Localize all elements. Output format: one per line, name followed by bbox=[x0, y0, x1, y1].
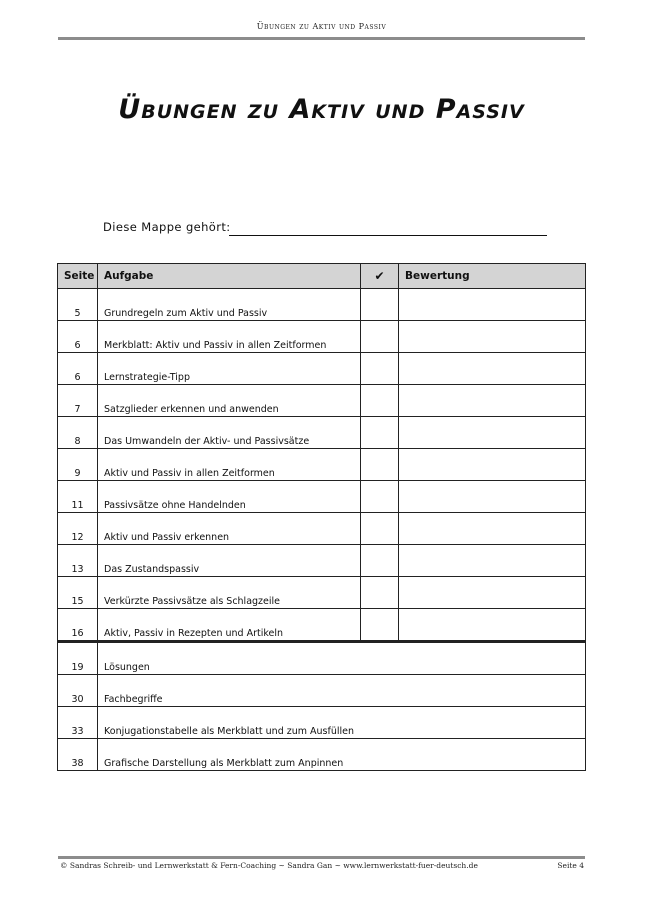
row-check-cell[interactable] bbox=[361, 481, 399, 513]
row-rating-cell[interactable] bbox=[399, 385, 586, 417]
footer-copyright: © Sandras Schreib- und Lernwerkstatt & Fern-Coaching ~ Sandra Gan ~ www.lernwerkstatt-fuer-deutsch.de bbox=[60, 861, 478, 870]
row-check-cell[interactable] bbox=[361, 353, 399, 385]
row-page: 8 bbox=[58, 417, 98, 449]
row-task: Lernstrategie-Tipp bbox=[98, 353, 361, 385]
row-page: 6 bbox=[58, 321, 98, 353]
footer-divider bbox=[58, 856, 585, 859]
row-page: 7 bbox=[58, 385, 98, 417]
table-row bbox=[58, 417, 586, 449]
row-check-cell[interactable] bbox=[361, 289, 399, 321]
row-check-cell[interactable] bbox=[361, 609, 399, 642]
row-task: Das Umwandeln der Aktiv- und Passivsätze bbox=[98, 417, 361, 449]
row-task: Satzglieder erkennen und anwenden bbox=[98, 385, 361, 417]
row-task: Aktiv, Passiv in Rezepten und Artikeln bbox=[98, 609, 361, 642]
row-rating-cell[interactable] bbox=[399, 353, 586, 385]
row-page: 30 bbox=[58, 675, 98, 707]
column-header-check: ✔ bbox=[361, 264, 399, 289]
row-check-cell[interactable] bbox=[361, 449, 399, 481]
row-task: Aktiv und Passiv erkennen bbox=[98, 513, 361, 545]
row-check-cell[interactable] bbox=[361, 385, 399, 417]
row-check-cell[interactable] bbox=[361, 417, 399, 449]
owner-name-line bbox=[229, 235, 547, 236]
row-page: 5 bbox=[58, 289, 98, 321]
row-rating-cell[interactable] bbox=[399, 289, 586, 321]
row-task: Passivsätze ohne Handelnden bbox=[98, 481, 361, 513]
table-header-row bbox=[58, 264, 586, 289]
row-page: 12 bbox=[58, 513, 98, 545]
appendix-row bbox=[58, 707, 586, 739]
row-rating-cell[interactable] bbox=[399, 449, 586, 481]
row-page: 6 bbox=[58, 353, 98, 385]
contents-table bbox=[57, 263, 586, 771]
table-row bbox=[58, 577, 586, 609]
row-page: 16 bbox=[58, 609, 98, 642]
row-task: Aktiv und Passiv in allen Zeitformen bbox=[98, 449, 361, 481]
column-header-task: Aufgabe bbox=[98, 264, 361, 289]
row-rating-cell[interactable] bbox=[399, 321, 586, 353]
row-rating-cell[interactable] bbox=[399, 513, 586, 545]
table-row bbox=[58, 385, 586, 417]
column-header-rating: Bewertung bbox=[399, 264, 586, 289]
row-task: Konjugationstabelle als Merkblatt und zum Ausfüllen bbox=[98, 707, 586, 739]
owner-label: Diese Mappe gehört: bbox=[103, 220, 231, 234]
page-title: Übungen zu Aktiv und Passiv bbox=[118, 94, 525, 125]
row-task: Merkblatt: Aktiv und Passiv in allen Zeitformen bbox=[98, 321, 361, 353]
row-task: Grundregeln zum Aktiv und Passiv bbox=[98, 289, 361, 321]
row-page: 33 bbox=[58, 707, 98, 739]
row-rating-cell[interactable] bbox=[399, 545, 586, 577]
table-row bbox=[58, 289, 586, 321]
row-task: Das Zustandspassiv bbox=[98, 545, 361, 577]
row-rating-cell[interactable] bbox=[399, 417, 586, 449]
header-divider bbox=[58, 37, 585, 40]
running-header: Übungen zu Aktiv und Passiv bbox=[256, 22, 387, 31]
row-page: 11 bbox=[58, 481, 98, 513]
row-page: 38 bbox=[58, 739, 98, 771]
row-page: 19 bbox=[58, 642, 98, 675]
row-task: Fachbegriffe bbox=[98, 675, 586, 707]
row-check-cell[interactable] bbox=[361, 513, 399, 545]
table-row bbox=[58, 545, 586, 577]
row-task: Verkürzte Passivsätze als Schlagzeile bbox=[98, 577, 361, 609]
appendix-row bbox=[58, 675, 586, 707]
table-row bbox=[58, 321, 586, 353]
table-row bbox=[58, 353, 586, 385]
row-page: 15 bbox=[58, 577, 98, 609]
row-rating-cell[interactable] bbox=[399, 481, 586, 513]
row-task: Grafische Darstellung als Merkblatt zum Anpinnen bbox=[98, 739, 586, 771]
footer-page-number: Seite 4 bbox=[557, 861, 584, 870]
row-page: 13 bbox=[58, 545, 98, 577]
row-check-cell[interactable] bbox=[361, 577, 399, 609]
row-check-cell[interactable] bbox=[361, 545, 399, 577]
table-row bbox=[58, 481, 586, 513]
row-task: Lösungen bbox=[98, 642, 586, 675]
row-rating-cell[interactable] bbox=[399, 609, 586, 642]
row-check-cell[interactable] bbox=[361, 321, 399, 353]
appendix-row bbox=[58, 642, 586, 675]
row-rating-cell[interactable] bbox=[399, 577, 586, 609]
table-row bbox=[58, 513, 586, 545]
row-page: 9 bbox=[58, 449, 98, 481]
column-header-page: Seite bbox=[58, 264, 98, 289]
table-row bbox=[58, 609, 586, 642]
appendix-row bbox=[58, 739, 586, 771]
table-row bbox=[58, 449, 586, 481]
